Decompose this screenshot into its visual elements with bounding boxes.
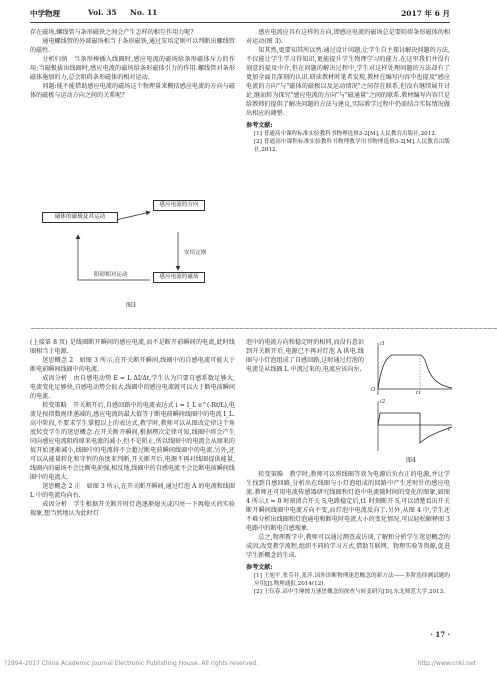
paragraph: 成因分析 由自感电动势 E = L ΔI/Δt,学生认为只要自感系数足够大,电流变化足够快,自感电动势会很大,线圈中的感应电流就可以大于断电前瞬间的电流.	[30, 375, 235, 400]
paragraph: 分析归纳 当条形棒插入线圈时,感应电流的磁场给条形磁体斥力的作用;当磁极拔出线圈时,感应电流的磁场给条形磁体引力的作用.螺线管对条形磁体施加的力,总会阻碍条形磁体的相对运动.	[30, 56, 235, 81]
reference-item: [2] 王钰春.高中生摩擦力迷思概念的探查与转变研究[D].东北师范大学,2013.	[254, 589, 445, 595]
label-oppose-motion: 阻碍相对运动	[94, 272, 128, 278]
label-ampere-rule: 安培定则	[184, 250, 207, 256]
axis-label-i1: i1	[380, 341, 386, 347]
paragraph: 转变策略 开关断开后,自感回路中的电流表达式 i = I_L e^(-Rt/L),电流是按指数规律递减的,感应电流的最大值等于断电前瞬间线圈中的电流 I_L.高中阶段,不要求学生掌握以上的表达式,教学时,教师可以从图改定律这个角度转变学生的迷思概念.在开关断开瞬间,根据楞次定律可知,线圈中将会产生同向感应电流阻碍原来电流的减小,但不是阻止,所以线圈中的电流会从原来的值开始逐渐减小,线圈中的电流将不会超过断电前瞬间线圈中的电流.另外,还可以从能量转化和守恒的角度来判断,开关断开后,电源不再对线圈提供能量,线圈内的磁场不会比断电前强,相反地,线圈中的自感电流不会比断电前瞬间线圈中的电流大.	[30, 402, 235, 481]
tick-label-t1: t1	[416, 390, 422, 396]
bottom-right-column-lower	[246, 470, 450, 640]
paragraph: 感应电流应具有这样的方向,即感应电流的磁场总是要阻碍条形磁体的相对运动(图 3).	[246, 29, 450, 45]
paragraph: 知其然,更要知其所以然.通过设计问题,让学生自主探讨解决问题的方法,不仅能让学生学习得知识,更能提升学生物理学习的能力.在这里我们并没有刻意的提及中介,但在问题的解决过程中,学生对这样处理问题的方法却有了更加全面且深刻的认识.研读教材时笔者发现,教材在编写内容中也提及"感应电流的方向"与"磁体的磁极以及运动情况"之间存在联系,但没有继续展开讨论,继而转为探究"感应电流的方向"与"磁通量"之间的联系.教材编写内容只是给教师们提供了解决问题的方法与建议,实际教学过程中仍需结合实际情况做出相应的调整.	[246, 47, 450, 117]
footer-url[interactable]: http://www.cnki.net	[417, 660, 476, 667]
references-title: 参考文献:	[246, 122, 273, 129]
section-divider: ~~~~~~~~~~~~~~~~~~~~~~~~~~~~~~~~~~~~~~~~~~~~~~~~~~~~~~~~~~~~~~~~~~~~~~~~~~~~~~~~~~~~~~~~~~~~~~~~	[30, 325, 497, 333]
copyright-notice: ?1994-2017 China Academic Journal Electronic Publishing House. All rights reserved.	[4, 660, 259, 667]
axis-label-t: t	[448, 427, 451, 433]
bottom-right-column-upper	[246, 338, 364, 468]
page-header	[30, 8, 450, 20]
paragraph: 通电螺线管的外部磁场相当于条形磁铁,通过安培定则可以判断出螺线管的磁性.	[30, 38, 235, 54]
figure-3-diagram	[38, 190, 228, 315]
reference-item: [1] 王旭平,张芬井,张萍.国外诊断物理迷思概念的新方法——多阶选择测试题的应用[J].物理通报,2014(12).	[254, 573, 450, 587]
page-number: · 17 ·	[430, 630, 450, 639]
axis-label-i2: i2	[380, 399, 386, 405]
paragraph: (上接第 8 页) 是线圈断开瞬间的感应电流,而不是断开前瞬间的电流,此时线圈相当于电源.	[30, 339, 235, 355]
paragraph: 存在磁场,螺线管与条形磁铁之间会产生怎样的相互作用力呢?	[30, 29, 194, 36]
axis-origin: O	[371, 387, 376, 393]
paragraph: 问题:能不能借助感应电流的磁场这个物理量来概括感应电流的方向与磁体的磁极与运动方向之间的关系呢?	[30, 83, 235, 99]
paragraph: 转变策略 教学时,教师可以将线圈等效为电源后负右正的电源,并让学生找到自感回路,分析出在线圈与小灯泡组成的回路中产生逆时针的感应电流.教师还可用电流传感器研究线圈和灯泡中电流随时间的变化的图象,如图 4 所示,t = 0 时刻闭合开关 S,电路稳定后,t1 时刻断开 S,可以清楚看出开关断开瞬间线圈中电流方向不变,而灯泡中电流反向了.另外,从图 4 中,学生还不难分析出线圈和灯泡通电和断电时电流大小的变化情况,可以轻松解释图 3 电路中的断电自感现象.	[246, 471, 450, 532]
journal-date: 2017 年 6 月	[401, 9, 450, 18]
figure-caption: 图4	[406, 457, 416, 464]
journal-volume: Vol. 35	[88, 8, 117, 17]
figure-4-graph	[368, 339, 456, 467]
reference-item: [1] 普通高中课程标准实验教科书物理选修3-2[M].人民教育出版社,2012.	[254, 131, 437, 137]
paragraph: 成因分析 学生根据开关断开时灯泡逐渐熄灭或闪亮一下再熄灭的实验现象,想当然地认为此时灯	[30, 501, 235, 517]
paragraph: 总之,物理教学中,教师可以通过测查或访谈,了解和分析学生迷思概念的成因,改变教学流程,组织不同的学习方式,借助互联网、物理实验等资源,促进学生新概念的生成.	[246, 534, 450, 559]
box-magnet-poles-motion: 磁体的磁极及其运动	[42, 212, 118, 223]
journal-number: No. 11	[130, 8, 158, 17]
paragraph: 泡中的电流方向和稳定时的相同,而没有意识到开关断开后,电源已不再对灯泡 A 供电.线圈与小灯泡组成了自感回路,这时通过灯泡的电流是从线圈 L 中流过来的,电流应该向左.	[246, 339, 364, 373]
box-induced-current-direction: 感应电流的方向	[153, 200, 205, 211]
bottom-left-column	[30, 338, 235, 638]
paragraph: 迷思概念 2 正 如图 3 所示,在开关断开瞬间,通过灯泡 A 的电流和线圈 L 中的电流均向右.	[30, 483, 235, 499]
header-rule	[30, 22, 450, 23]
box-induced-current-field: 感应电流的磁场	[153, 272, 205, 283]
top-left-column	[30, 28, 235, 188]
top-right-column	[246, 28, 450, 318]
figure-caption: 图3	[126, 302, 136, 309]
reference-item: [2] 普通高中课程标准实验教科书物理教学用书物理选修3-2[M].人民教育出版社,2012.	[254, 139, 450, 153]
references-title: 参考文献:	[246, 564, 273, 571]
journal-name: 中学物理	[30, 9, 60, 18]
paragraph: 迷思概念 2 如图 3 所示,在开关断开瞬间,线圈中的自感电流可能大于断电前瞬间线圈中的电流.	[30, 357, 235, 373]
